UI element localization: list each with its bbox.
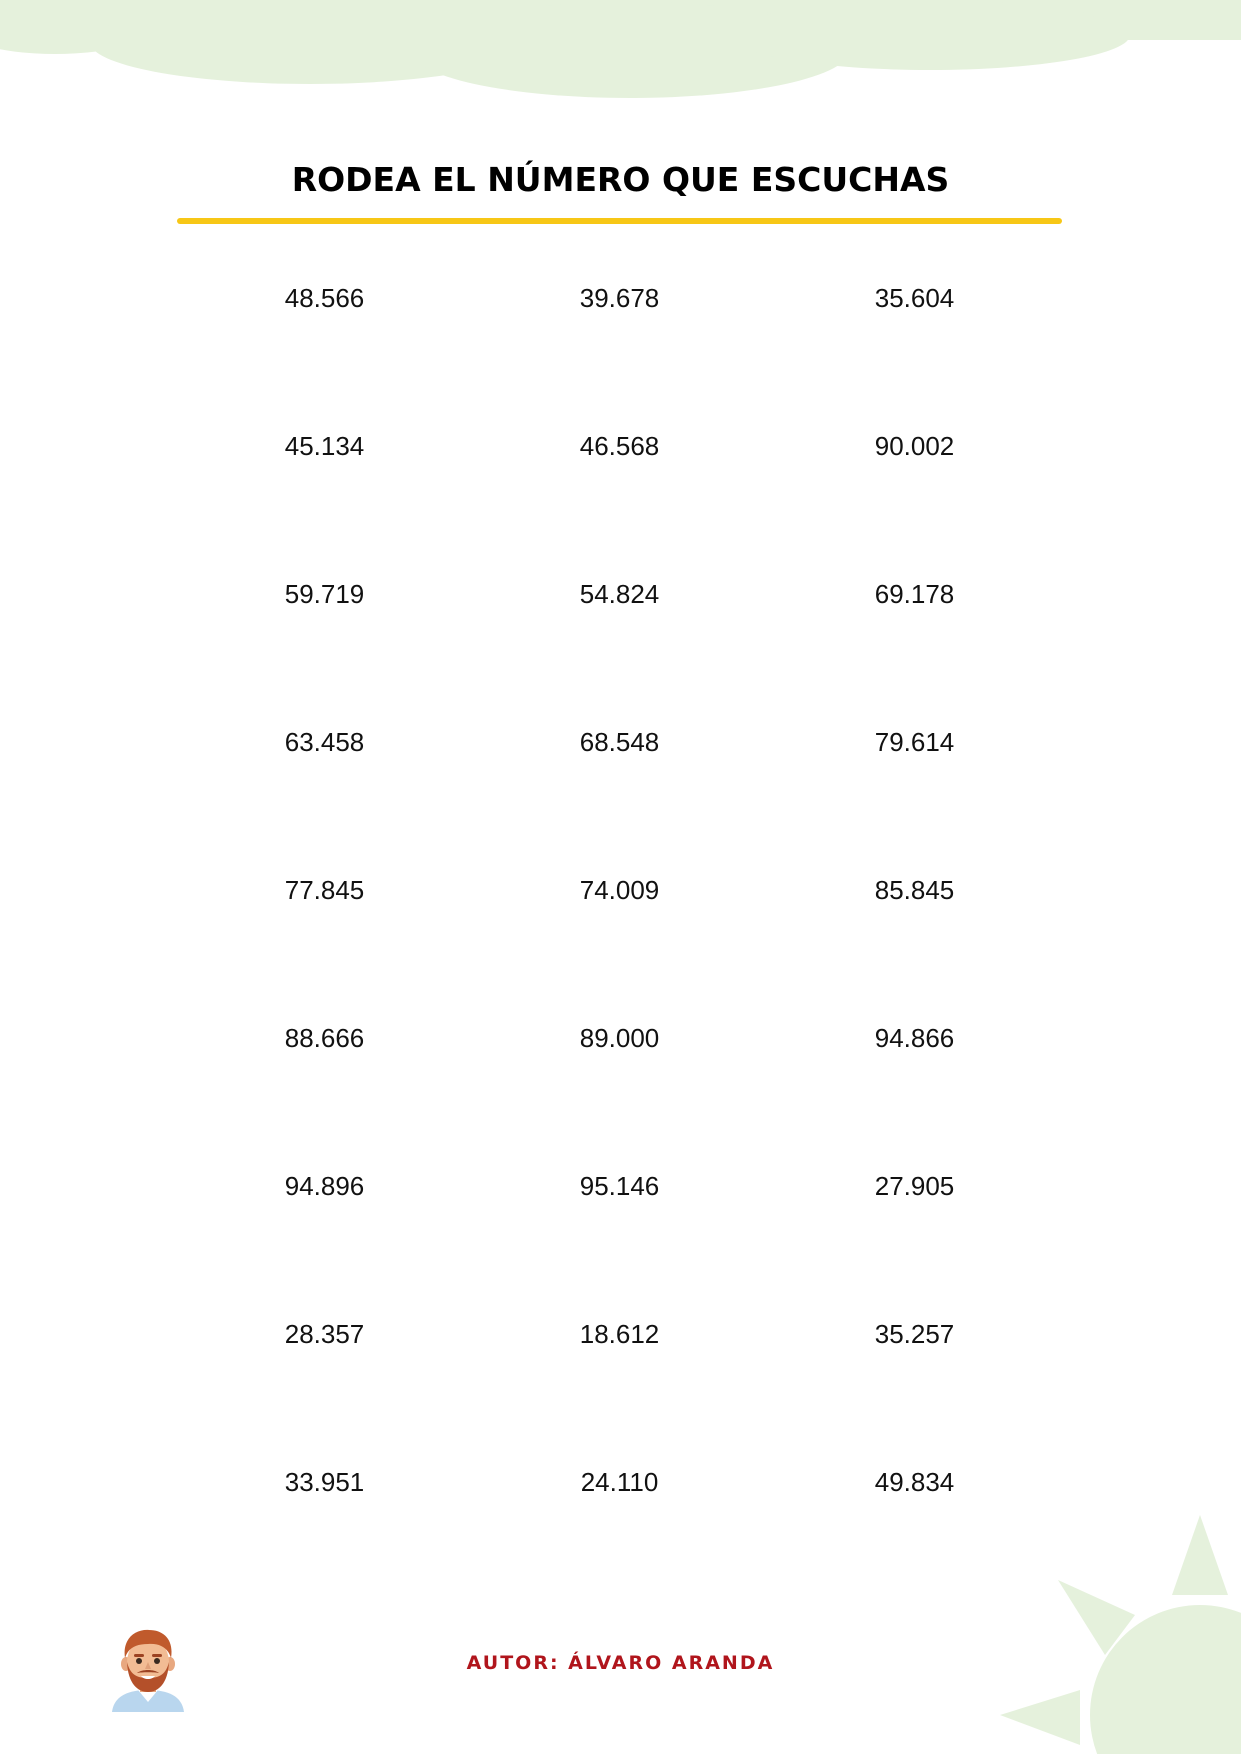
number-item[interactable]: 95.146 (579, 1171, 660, 1201)
number-item[interactable]: 85.845 (874, 875, 955, 905)
number-item[interactable]: 88.666 (284, 1023, 365, 1053)
number-item[interactable]: 27.905 (874, 1171, 955, 1201)
number-item[interactable]: 35.257 (874, 1319, 955, 1349)
number-item[interactable]: 69.178 (874, 579, 955, 609)
number-item[interactable]: 94.866 (874, 1023, 955, 1053)
number-item[interactable]: 77.845 (284, 875, 365, 905)
number-item[interactable]: 89.000 (579, 1023, 660, 1053)
number-item[interactable]: 46.568 (579, 431, 660, 461)
number-item[interactable]: 33.951 (284, 1467, 365, 1497)
number-item[interactable]: 54.824 (579, 579, 660, 609)
number-item[interactable]: 68.548 (579, 727, 660, 757)
number-item[interactable]: 28.357 (284, 1319, 365, 1349)
number-item[interactable]: 79.614 (874, 727, 955, 757)
number-item[interactable]: 48.566 (284, 283, 365, 313)
number-item[interactable]: 74.009 (579, 875, 660, 905)
number-item[interactable]: 39.678 (579, 283, 660, 313)
number-item[interactable]: 59.719 (284, 579, 365, 609)
number-item[interactable]: 63.458 (284, 727, 365, 757)
number-item[interactable]: 35.604 (874, 283, 955, 313)
number-grid (177, 278, 1062, 1610)
number-item[interactable]: 94.896 (284, 1171, 365, 1201)
cloud-decoration (0, 0, 1241, 110)
number-item[interactable]: 90.002 (874, 431, 955, 461)
number-item[interactable]: 49.834 (874, 1467, 955, 1497)
number-item[interactable]: 18.612 (579, 1319, 660, 1349)
number-item[interactable]: 24.110 (580, 1467, 659, 1497)
author-credit: AUTOR: ÁLVARO ARANDA (466, 1652, 775, 1674)
title-underline (177, 218, 1062, 224)
number-item[interactable]: 45.134 (284, 431, 365, 461)
page-title: RODEA EL NÚMERO QUE ESCUCHAS (291, 160, 950, 199)
